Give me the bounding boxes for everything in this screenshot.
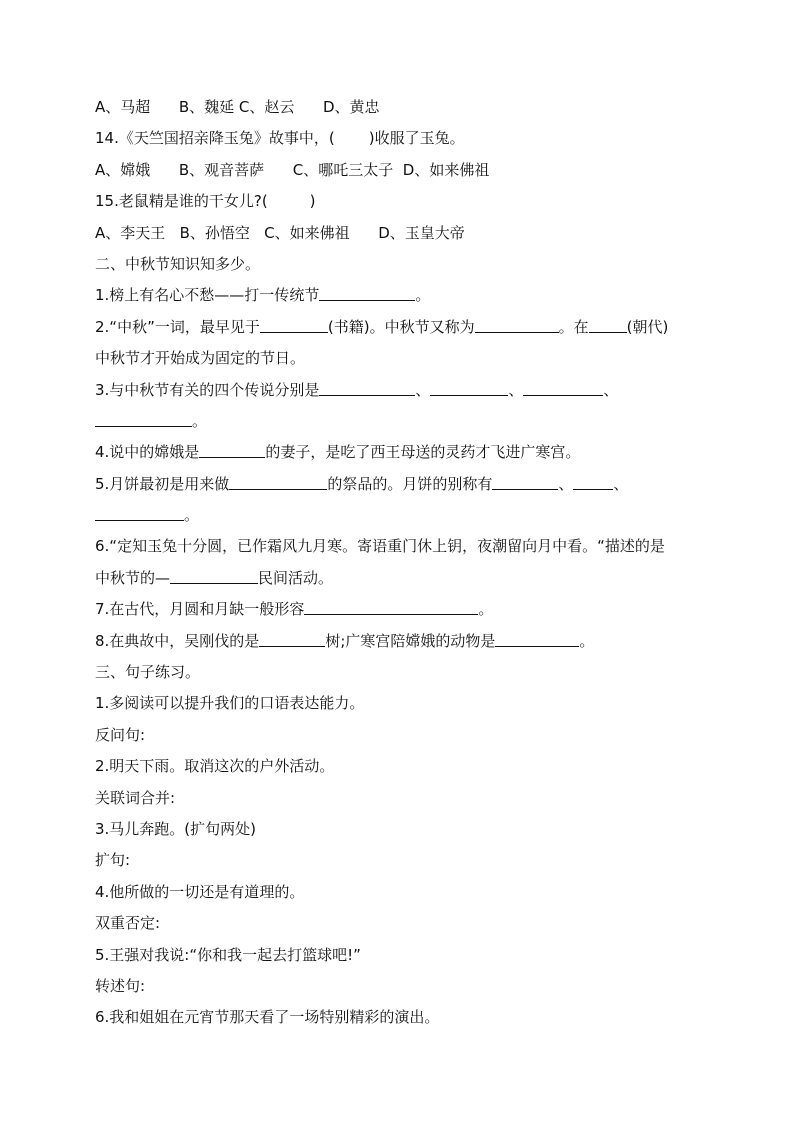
s2q3-blank-1[interactable] <box>319 380 415 396</box>
s2q6-text-a: 中秋节的— <box>95 568 171 587</box>
s2q5-text-a: 5.月饼最初是用来做 <box>95 474 230 493</box>
s2q7-end: 。 <box>478 600 494 619</box>
q14-options: A、嫦娥 B、观音菩萨 C、哪吒三太子 D、如来佛祖 <box>95 160 490 179</box>
q14-text-end: )收服了玉兔。 <box>368 129 465 148</box>
s2q3-end: 。 <box>192 411 208 430</box>
s3-question-6: 6.我和姐姐在元宵节那天看了一场特别精彩的演出。 <box>95 1008 440 1027</box>
s2q3-sep-3: 、 <box>603 380 619 399</box>
s2q8-text-b: 树;广寒宫陪嫦娥的动物是 <box>325 631 496 650</box>
s2-question-6: 6.“定知玉兔十分圆，已作霜风九月寒。寄语重门休上钥，夜潮留向月中看。“描述的是 <box>95 537 665 556</box>
s2q5-blank-4[interactable] <box>95 505 184 521</box>
s2q8-end: 。 <box>579 631 595 650</box>
s3q4-answer-label: 双重否定: <box>95 914 161 933</box>
s2-question-4 <box>95 437 710 468</box>
s2q6-blank[interactable] <box>170 568 258 584</box>
s2q2-text-a: 2.“中秋”一词，最早见于 <box>95 317 260 336</box>
s2q3-sep-2: 、 <box>508 380 524 399</box>
s2q5-sep-2: 、 <box>613 474 629 493</box>
s2q2-text-c: 。在 <box>558 317 589 336</box>
s3-question-2: 2.明天下雨。取消这次的户外活动。 <box>95 757 335 776</box>
s2q7-blank[interactable] <box>304 599 478 615</box>
q15-text-start: 15.老鼠精是谁的干女儿?( <box>95 192 268 211</box>
s2-question-8 <box>95 626 710 657</box>
s2q2-blank-2[interactable] <box>475 317 559 333</box>
s2q6-text-b: 民间活动。 <box>258 568 334 587</box>
s2q5-blank-1[interactable] <box>229 474 327 490</box>
s2q2-blank-3[interactable] <box>589 317 627 333</box>
s2-question-2 <box>95 312 710 343</box>
s2-question-7 <box>95 594 710 625</box>
s3-question-4: 4.他所做的一切还是有道理的。 <box>95 882 305 901</box>
section-3-title: 三、句子练习。 <box>95 663 201 682</box>
s2q4-blank[interactable] <box>199 442 265 458</box>
s2q3-blank-3[interactable] <box>523 380 603 396</box>
s2q1-text: 1.榜上有名心不愁——打一传统节 <box>95 286 320 305</box>
s3-question-1: 1.多阅读可以提升我们的口语表达能力。 <box>95 694 365 713</box>
s3q5-answer-label: 转述句: <box>95 976 146 995</box>
s2q1-blank[interactable] <box>319 285 415 301</box>
s2q8-blank-2[interactable] <box>495 631 579 647</box>
s2-question-1 <box>95 280 710 311</box>
s2q3-continuation <box>95 406 710 437</box>
section-2-title: 二、中秋节知识知多少。 <box>95 254 261 273</box>
s2q3-blank-4[interactable] <box>95 411 192 427</box>
s2q5-blank-3[interactable] <box>573 474 613 490</box>
s2q3-blank-2[interactable] <box>430 380 508 396</box>
s2q3-text: 3.与中秋节有关的四个传说分别是 <box>95 380 320 399</box>
s2q4-text-b: 的妻子，是吃了西王母送的灵药才飞进广寒宫。 <box>265 443 581 462</box>
question-14 <box>95 123 710 154</box>
s2-question-3 <box>95 375 710 406</box>
s2q7-text: 7.在古代，月圆和月缺一般形容 <box>95 600 305 619</box>
s3q1-answer-label: 反问句: <box>95 725 146 744</box>
question-15 <box>95 186 710 217</box>
s3q2-answer-label: 关联词合并: <box>95 788 176 807</box>
s3-question-5: 5.王强对我说:“你和我一起去打篮球吧!” <box>95 945 361 964</box>
s2q1-end: 。 <box>415 286 431 305</box>
s2q8-text-a: 8.在典故中，吴刚伐的是 <box>95 631 260 650</box>
q15-text-end: ) <box>309 192 316 211</box>
s2q2-text-b: (书籍)。中秋节又称为 <box>327 317 475 336</box>
s2-question-5 <box>95 469 710 500</box>
s2q5-text-b: 的祭品的。月饼的别称有 <box>327 474 493 493</box>
s2q3-sep-1: 、 <box>415 380 431 399</box>
s2q8-blank-1[interactable] <box>259 631 325 647</box>
worksheet-page <box>95 92 710 1034</box>
q15-options: A、李天王 B、孙悟空 C、如来佛祖 D、玉皇大帝 <box>95 223 465 242</box>
s3-question-3: 3.马儿奔跑。(扩句两处) <box>95 819 257 838</box>
q14-text-start: 14.《天竺国招亲降玉兔》故事中，( <box>95 129 335 148</box>
s2q2-continuation: 中秋节才开始成为固定的节日。 <box>95 349 306 368</box>
s2q2-blank-1[interactable] <box>260 317 328 333</box>
s2q5-blank-2[interactable] <box>492 474 558 490</box>
q13-options: A、马超 B、魏延 C、赵云 D、黄忠 <box>95 98 380 116</box>
s2q5-end: 。 <box>184 506 200 525</box>
s2q4-text-a: 4.说中的嫦娥是 <box>95 443 200 462</box>
s2q5-continuation <box>95 500 710 531</box>
s2q5-sep-1: 、 <box>558 474 574 493</box>
s2q6-continuation <box>95 563 710 594</box>
s2q2-text-d: (朝代) <box>626 317 669 336</box>
s3q3-answer-label: 扩句: <box>95 851 131 870</box>
